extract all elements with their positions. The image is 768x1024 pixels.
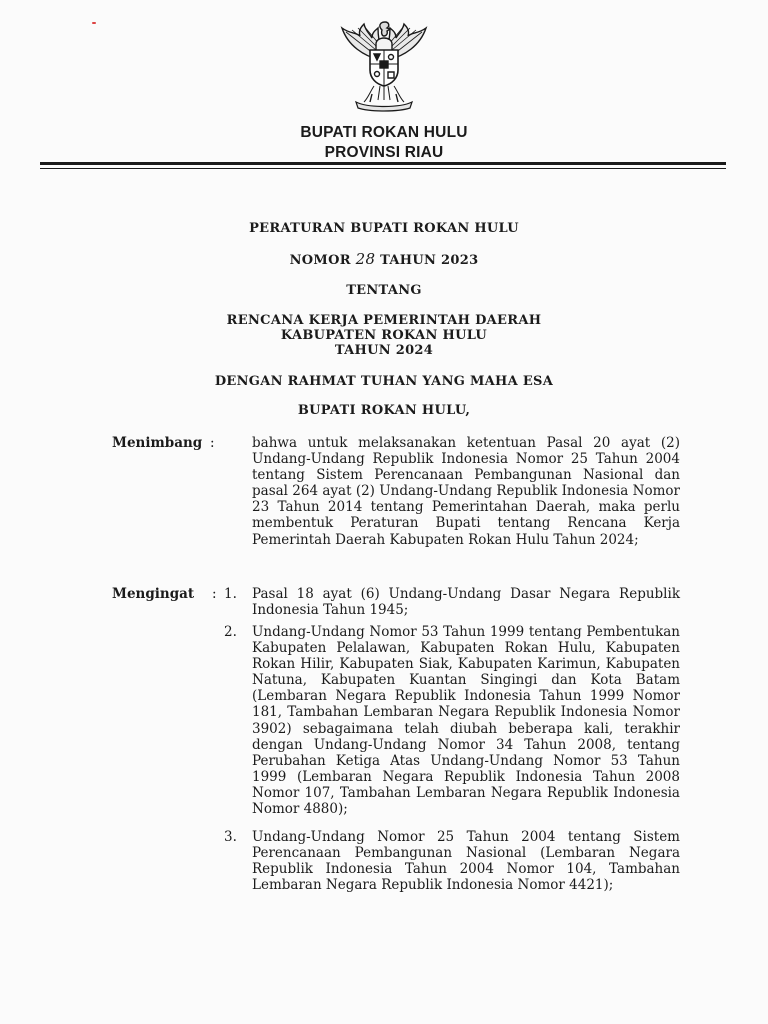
mengingat-item-2-number: 2. <box>224 624 237 640</box>
grace-heading: DENGAN RAHMAT TUHAN YANG MAHA ESA <box>214 374 554 389</box>
mengingat-item-3-number: 3. <box>224 829 237 845</box>
ink-speck <box>92 22 96 24</box>
mengingat-item-1-text: Pasal 18 ayat (6) Undang-Undang Dasar Negara Republik Indonesia Tahun 1945; <box>252 586 680 619</box>
subject-line-2: KABUPATEN ROKAN HULU <box>280 328 488 343</box>
mengingat-item-2-text: Undang-Undang Nomor 53 Tahun 1999 tentang Pembentukan Kabupaten Pelalawan, Kabupaten Rokan Hulu, Kabupaten Rokan Hilir, Kabupaten Siak, Kabupaten Karimun, Kabupaten Natuna, Kabupaten Kuantan Singingi dan Kota Batam (Lembaran Negara Republik Indonesia Tahun 1999 Nomor 181, Tambahan Lembaran Negara Republik Indonesia Nomor 3902) sebagaimana telah diubah beberapa kali, terakhir dengan Undang-Undang Nomor 34 Tahun 2008, tentang Perubahan Ketiga Atas Undang-Undang Nomor 53 Tahun 1999 (Lembaran Negara Republik Indonesia Tahun 2008 Nomor 107, Tambahan Lembaran Negara Republik Indonesia Nomor 4880); <box>252 624 680 818</box>
header-line-1: BUPATI ROKAN HULU <box>300 124 468 141</box>
number-value: 28 <box>355 250 376 268</box>
mengingat-item-1-number: 1. <box>224 586 237 602</box>
regulation-title: PERATURAN BUPATI ROKAN HULU <box>249 221 519 236</box>
about-heading: TENTANG <box>346 283 422 298</box>
menimbang-text: bahwa untuk melaksanakan ketentuan Pasal 20 ayat (2) Undang-Undang Republik Indonesia Nomor 25 Tahun 2004 tentang Sistem Perencanaan Pembangunan Nasional dan pasal 264 ayat (2) Undang-Undang Republik Indonesia Nomor 23 Tahun 2014 tentang Pemerintahan Daerah, maka perlu membentuk Peraturan Bupati tentang Rencana Kerja Pemerintah Daerah Kabupaten Rokan Hulu Tahun 2024; <box>252 435 680 548</box>
regent-heading: BUPATI ROKAN HULU, <box>297 403 471 418</box>
regulation-number <box>0 251 768 269</box>
header-line-2: PROVINSI RIAU <box>324 144 444 161</box>
mengingat-label: Mengingat <box>112 586 195 602</box>
number-suffix: TAHUN 2023 <box>380 253 479 268</box>
garuda-emblem-icon <box>334 20 434 112</box>
menimbang-label: Menimbang <box>112 435 203 451</box>
mengingat-item-3-text: Undang-Undang Nomor 25 Tahun 2004 tentang Sistem Perencanaan Pembangunan Nasional (Lembaran Negara Republik Indonesia Tahun 2004 Nomor 104, Tambahan Lembaran Negara Republik Indonesia Nomor 4421); <box>252 829 680 894</box>
subject-line-3: TAHUN 2024 <box>334 343 434 358</box>
header-rule-thick <box>40 162 726 165</box>
header-rule-thin <box>40 168 726 169</box>
subject-line-1: RENCANA KERJA PEMERINTAH DAERAH <box>226 313 542 328</box>
menimbang-colon: : <box>210 435 215 451</box>
number-prefix: NOMOR <box>289 253 351 268</box>
mengingat-colon: : <box>212 586 217 602</box>
